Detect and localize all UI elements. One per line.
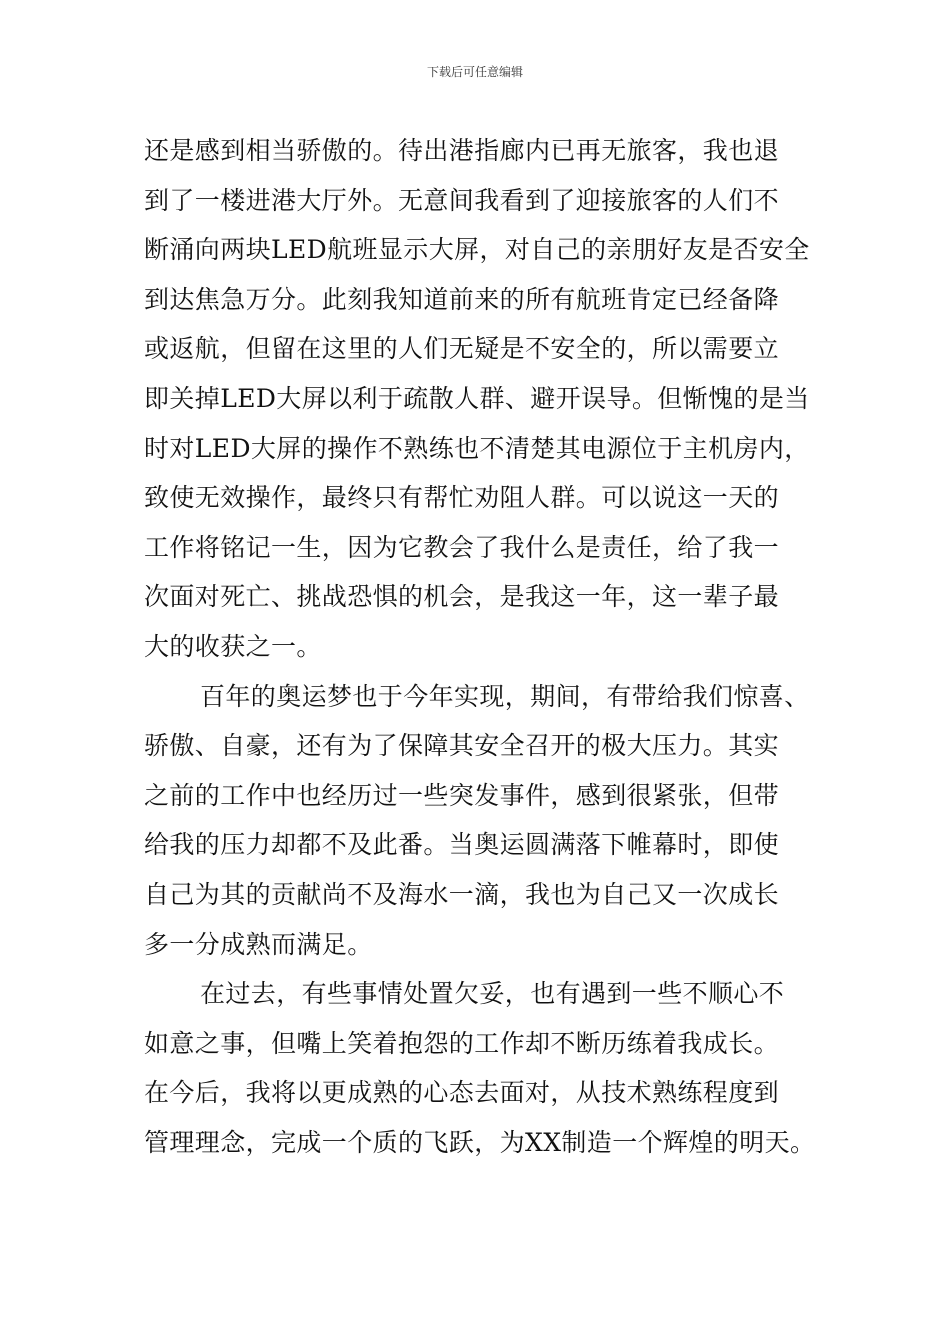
text-line: 致使无效操作，最终只有帮忙劝阻人群。可以说这一天的: [144, 483, 780, 513]
text-line: 时对LED大屏的操作不熟练也不清楚其电源位于主机房内，: [144, 433, 810, 463]
text-line: 大的收获之一。: [144, 631, 322, 661]
text-line: 次面对死亡、挑战恐惧的机会，是我这一年，这一辈子最: [144, 582, 780, 612]
paragraph-start-line: 在过去，有些事情处置欠妥，也有遇到一些不顺心不: [200, 979, 785, 1009]
text-line: 在今后，我将以更成熟的心态去面对，从技术熟练程度到: [144, 1078, 780, 1108]
text-line: 即关掉LED大屏以利于疏散人群、避开误导。但惭愧的是当: [144, 383, 810, 413]
text-line: 到达焦急万分。此刻我知道前来的所有航班肯定已经备降: [144, 284, 780, 314]
text-line: 到了一楼进港大厅外。无意间我看到了迎接旅客的人们不: [144, 185, 780, 215]
text-line: 如意之事，但嘴上笑着抱怨的工作却不断历练着我成长。: [144, 1028, 780, 1058]
text-line: 骄傲、自豪，还有为了保障其安全召开的极大压力。其实: [144, 731, 780, 761]
text-line: 或返航，但留在这里的人们无疑是不安全的，所以需要立: [144, 334, 780, 364]
page-header: 下载后可任意编辑: [426, 65, 523, 79]
text-line: 给我的压力却都不及此番。当奥运圆满落下帷幕时，即使: [144, 830, 780, 860]
text-line: 管理理念，完成一个质的飞跃，为XX制造一个辉煌的明天。: [144, 1127, 816, 1157]
paragraph-start-line: 百年的奥运梦也于今年实现，期间，有带给我们惊喜、: [200, 681, 810, 711]
document-body: [144, 126, 814, 1167]
text-line: 多一分成熟而满足。: [144, 929, 373, 959]
text-line: 工作将铭记一生，因为它教会了我什么是责任，给了我一: [144, 532, 780, 562]
text-line: 之前的工作中也经历过一些突发事件，感到很紧张，但带: [144, 780, 780, 810]
text-line: 还是感到相当骄傲的。待出港指廊内已再无旅客，我也退: [144, 136, 780, 165]
text-line: 断涌向两块LED航班显示大屏，对自己的亲朋好友是否安全: [144, 235, 810, 265]
text-line: 自己为其的贡献尚不及海水一滴，我也为自己又一次成长: [144, 879, 780, 909]
